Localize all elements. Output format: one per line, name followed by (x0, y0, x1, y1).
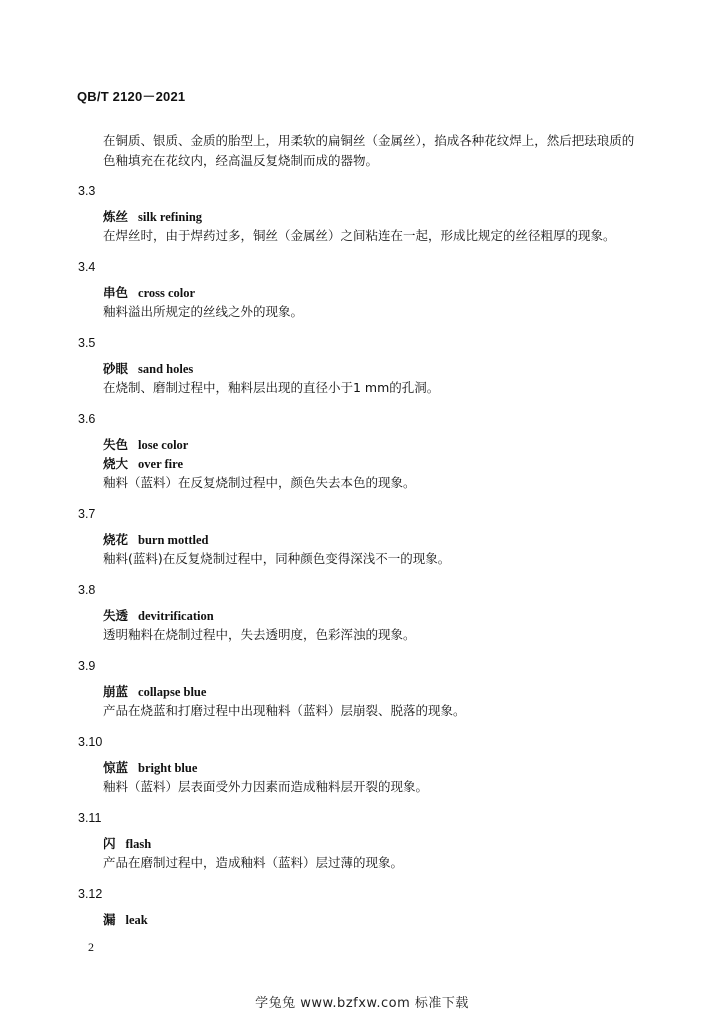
term-english: sand holes (138, 362, 194, 376)
term-english: flash (125, 837, 152, 851)
term-chinese: 炼丝 (103, 209, 129, 224)
clause-number: 3.8 (78, 583, 96, 597)
term-english: lose color (138, 438, 189, 452)
term-chinese: 砂眼 (103, 361, 129, 376)
term-chinese: 漏 (103, 912, 116, 927)
standard-code: QB/T 2120－2021 (77, 89, 186, 104)
term-chinese: 闪 (103, 836, 116, 851)
term-title (103, 455, 183, 473)
page-number: 2 (88, 940, 94, 954)
term-english: devitrification (138, 609, 214, 623)
term-definition: 釉料（蓝料）在反复烧制过程中，颜色失去本色的现象。 (103, 475, 416, 490)
term-chinese: 失色 (103, 437, 129, 452)
term-definition: 产品在磨制过程中，造成釉料（蓝料）层过薄的现象。 (103, 855, 404, 870)
intro-line: 色釉填充在花纹内，经高温反复烧制而成的器物。 (103, 153, 379, 168)
term-chinese: 失透 (103, 608, 129, 623)
term-definition: 产品在烧蓝和打磨过程中出现釉料（蓝料）层崩裂、脱落的现象。 (103, 703, 466, 718)
term-english: leak (125, 913, 148, 927)
term-title (103, 531, 209, 549)
clause-number: 3.10 (78, 735, 103, 749)
term-definition: 在焊丝时，由于焊药过多，铜丝（金属丝）之间粘连在一起，形成比规定的丝径粗厚的现象。 (103, 228, 616, 243)
term-chinese: 串色 (103, 285, 129, 300)
term-definition: 釉料（蓝料）层表面受外力因素而造成釉料层开裂的现象。 (103, 779, 429, 794)
term-definition: 釉料(蓝料)在反复烧制过程中，同种颜色变得深浅不一的现象。 (103, 551, 451, 566)
term-english: cross color (138, 286, 196, 300)
clause-number: 3.11 (78, 811, 102, 825)
term-english: collapse blue (138, 685, 207, 699)
term-title (103, 360, 193, 378)
clause-number: 3.12 (78, 887, 103, 901)
clause-number: 3.4 (78, 260, 96, 274)
term-title (103, 759, 197, 777)
term-title (103, 607, 214, 625)
term-chinese: 烧花 (103, 532, 129, 547)
term-definition: 透明釉料在烧制过程中，失去透明度，色彩浑浊的现象。 (103, 627, 416, 642)
term-title (103, 284, 195, 302)
term-title (103, 835, 151, 853)
term-definition: 釉料溢出所规定的丝线之外的现象。 (103, 304, 304, 319)
term-title (103, 911, 148, 929)
term-chinese: 烧大 (103, 456, 129, 471)
term-chinese: 崩蓝 (103, 684, 129, 699)
intro-paragraph (103, 131, 663, 171)
term-english: bright blue (138, 761, 198, 775)
term-chinese: 惊蓝 (103, 760, 129, 775)
clause-number: 3.7 (78, 507, 96, 521)
term-definition: 在烧制、磨制过程中，釉料层出现的直径小于1 mm的孔洞。 (103, 380, 440, 395)
footer-watermark: 学兔兔 www.bzfxw.com 标准下载 (255, 996, 469, 1011)
term-english: over fire (138, 457, 184, 471)
term-title (103, 436, 188, 454)
term-title (103, 208, 202, 226)
clause-number: 3.5 (78, 336, 96, 350)
term-english: burn mottled (138, 533, 209, 547)
clause-number: 3.9 (78, 659, 96, 673)
term-english: silk refining (138, 210, 203, 224)
intro-line: 在铜质、银质、金质的胎型上，用柔软的扁铜丝（金属丝），掐成各种花纹焊上，然后把珐琅质的 (103, 133, 635, 148)
clause-number: 3.3 (78, 184, 96, 198)
term-title (103, 683, 206, 701)
standard-code-header (77, 88, 185, 106)
clause-number: 3.6 (78, 412, 96, 426)
